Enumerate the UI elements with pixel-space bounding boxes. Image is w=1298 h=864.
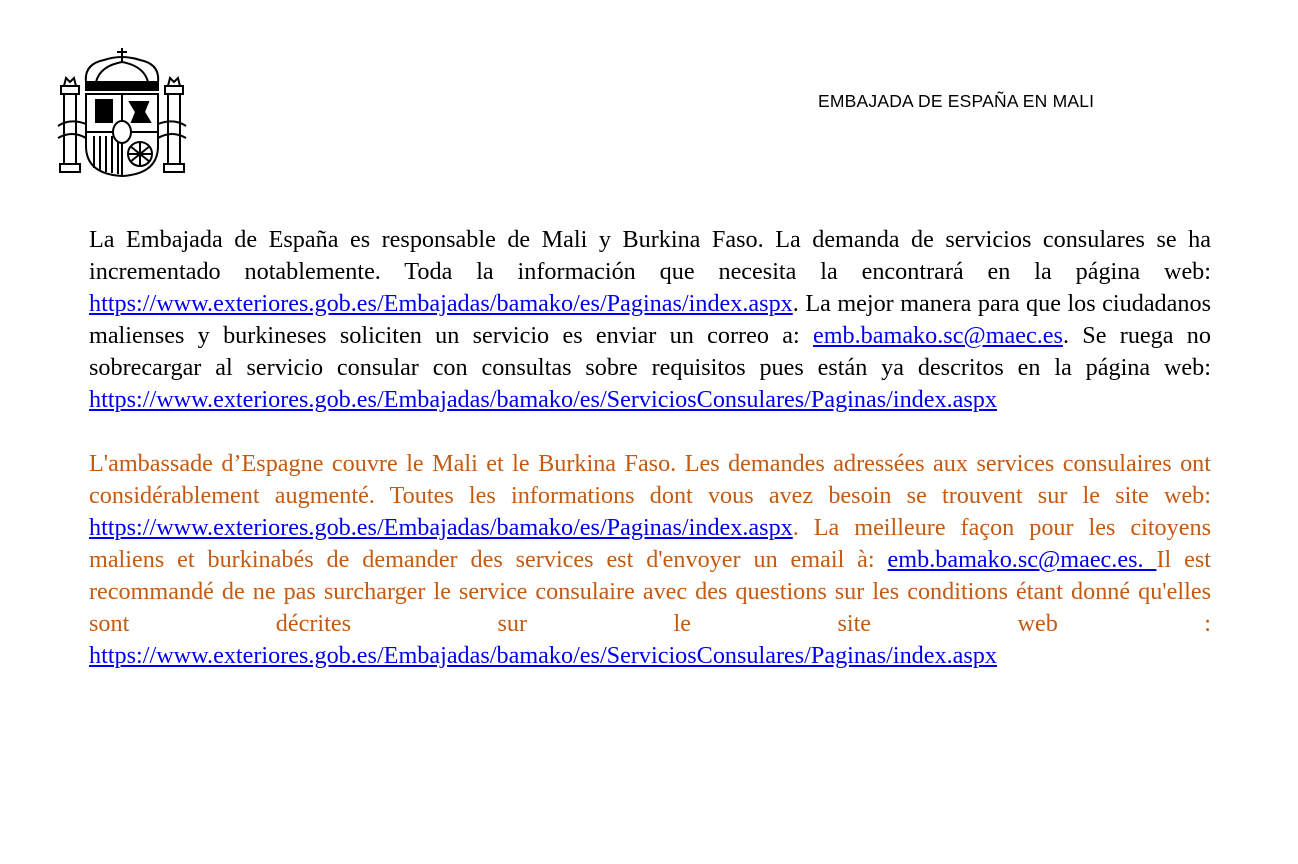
paragraph-french [89,448,1211,672]
text: . La meilleure façon pour les citoyens maliens et burkinabés de demander des services est d'envoyer un email à: [89,514,1211,573]
email-link[interactable]: emb.bamako.sc@maec.es. [887,546,1157,573]
coat-of-arms-logo [56,46,188,180]
embassy-homepage-link[interactable]: https://www.exteriores.gob.es/Embajadas/bamako/es/Paginas/index.aspx [89,514,793,541]
paragraph-spanish [89,224,1211,416]
document-body [89,224,1211,704]
text: Il est recommandé de ne pas surcharger le service consulaire avec des questions sur les conditions étant donné qu'elles sont décrites sur le site web : [89,546,1211,637]
text: L'ambassade d’Espagne couvre le Mali et le Burkina Faso. Les demandes adressées aux services consulaires ont considérablement augmenté. Toutes les informations dont vous avez besoin se trouvent sur le site web: [89,450,1211,509]
spain-coat-of-arms-icon [56,46,188,180]
consular-services-link[interactable]: https://www.exteriores.gob.es/Embajadas/bamako/es/ServiciosConsulares/Paginas/index.aspx [89,642,997,669]
embassy-title: EMBAJADA DE ESPAÑA EN MALI [818,91,1095,111]
text: La Embajada de España es responsable de Mali y Burkina Faso. La demanda de servicios consulares se ha incrementado notablemente. Toda la información que necesita la encontrará en la página web: [89,226,1211,285]
text: . Se ruega no sobrecargar al servicio consular con consultas sobre requisitos pues están ya descritos en la página web: [89,322,1211,381]
email-link[interactable]: emb.bamako.sc@maec.es [812,322,1063,349]
consular-services-link[interactable]: https://www.exteriores.gob.es/Embajadas/bamako/es/ServiciosConsulares/Paginas/index.aspx [89,386,997,413]
embassy-homepage-link[interactable]: https://www.exteriores.gob.es/Embajadas/bamako/es/Paginas/index.aspx [89,290,793,317]
text: . La mejor manera para que los ciudadanos malienses y burkineses soliciten un servicio es enviar un correo a: [89,290,1211,349]
